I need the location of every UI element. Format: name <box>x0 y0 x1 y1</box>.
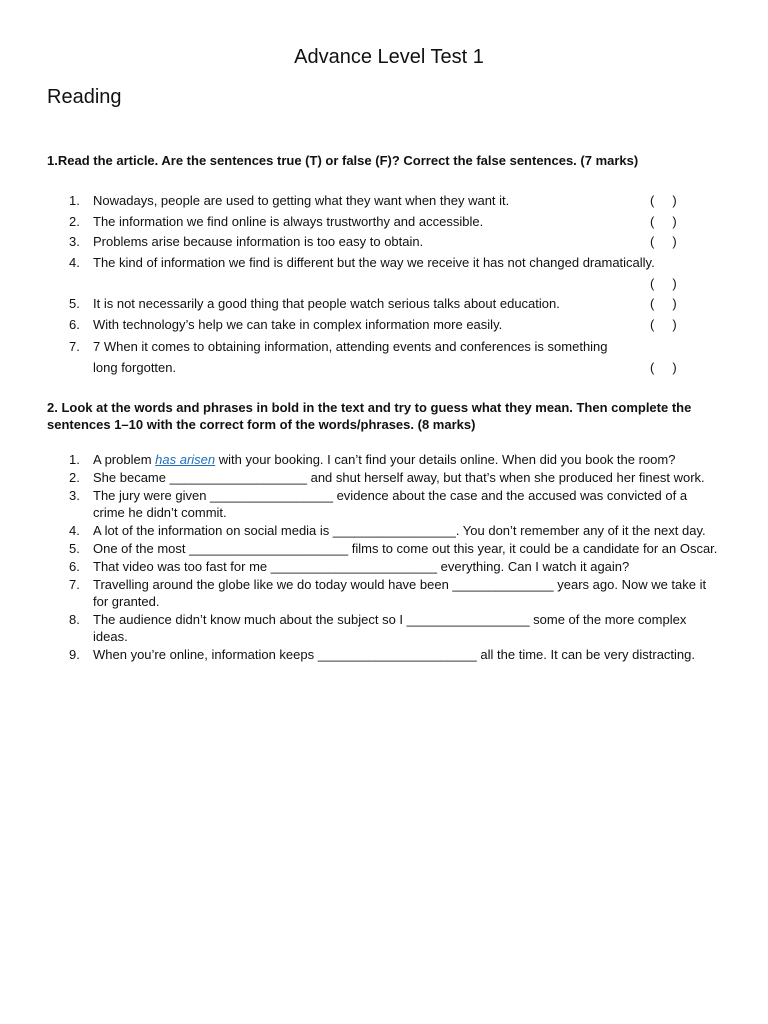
question-text: The kind of information we find is different but the way we receive it has not changed dramatically. <box>93 254 655 270</box>
list-item <box>0 558 768 575</box>
question-number: 3. <box>69 488 80 503</box>
list-item <box>0 611 768 645</box>
question-number: 3. <box>69 234 80 249</box>
question-number: 4. <box>69 523 80 538</box>
phrase-link[interactable]: has arisen <box>155 452 216 467</box>
question-number: 6. <box>69 559 80 574</box>
question-text: She became ___________________ and shut herself away, but that’s when she produced her finest work. <box>93 470 705 485</box>
question-text-start: A problem <box>93 452 156 467</box>
list-item <box>0 522 768 539</box>
list-item <box>0 540 768 557</box>
list-item <box>0 451 768 468</box>
question-text: One of the most ______________________ films to come out this year, it could be a candidate for an Oscar. <box>93 541 718 556</box>
list-item <box>0 336 768 378</box>
gap-fill-question-list <box>0 451 768 664</box>
question-number: 1. <box>69 193 80 208</box>
question-text: Nowadays, people are used to getting what they want when they want it. <box>93 193 510 208</box>
question-number: 2. <box>69 213 80 229</box>
question-number: 5. <box>69 296 80 311</box>
question-number: 1. <box>69 452 80 467</box>
question-text: A lot of the information on social media is _________________. You don’t remember any of it the next day. <box>93 523 706 538</box>
part2-instruction: 2. Look at the words and phrases in bold in the text and try to guess what they mean. Then complete the sentences 1–10 with the correct form of the words/phrases. (8 marks) <box>47 400 692 432</box>
part1-instruction: 1.Read the article. Are the sentences true (T) or false (F)? Correct the false sentences. (7 marks) <box>47 153 639 168</box>
question-text: The information we find online is always trustworthy and accessible. <box>93 213 484 229</box>
question-text: Travelling around the globe like we do today would have been ______________ years ago. Now we take it for granted. <box>93 577 707 609</box>
list-item <box>0 576 768 610</box>
question-text: 7 When it comes to obtaining information, attending events and conferences is something long forgotten. <box>93 339 608 375</box>
question-number: 8. <box>69 612 80 627</box>
list-item <box>0 254 768 292</box>
list-item <box>0 316 768 333</box>
question-text: Problems arise because information is too easy to obtain. <box>93 234 424 249</box>
question-text: It is not necessarily a good thing that people watch serious talks about education. <box>93 296 560 311</box>
true-false-question-list <box>0 192 768 382</box>
question-text-end: with your booking. I can’t find your details online. When did you book the room? <box>215 452 676 467</box>
answer-box[interactable]: ( ) <box>650 213 677 229</box>
question-number: 7. <box>69 339 80 354</box>
question-number: 4. <box>69 254 80 270</box>
question-text: With technology’s help we can take in complex information more easily. <box>93 316 503 332</box>
answer-box[interactable]: ( ) <box>650 193 677 208</box>
answer-box[interactable]: ( ) <box>650 296 677 311</box>
question-number: 5. <box>69 541 80 556</box>
list-item <box>0 646 768 663</box>
question-number: 2. <box>69 470 80 485</box>
question-number: 6. <box>69 316 80 332</box>
section-heading-reading: Reading <box>47 86 122 108</box>
answer-box[interactable]: ( ) <box>650 316 677 332</box>
question-text: When you’re online, information keeps ______________________ all the time. It can be very distracting. <box>93 647 695 662</box>
answer-box[interactable]: ( ) <box>650 360 677 375</box>
question-text: The audience didn’t know much about the subject so I _________________ some of the more complex ideas. <box>93 612 687 644</box>
question-text <box>93 451 722 468</box>
list-item <box>0 192 768 209</box>
document-title: Advance Level Test 1 <box>294 46 484 68</box>
list-item <box>0 295 768 312</box>
answer-box[interactable]: ( ) <box>650 275 677 291</box>
question-number: 9. <box>69 647 80 662</box>
question-text: The jury were given _________________ evidence about the case and the accused was convicted of a crime he didn’t commit. <box>93 488 688 520</box>
question-text: That video was too fast for me _______________________ everything. Can I watch it again? <box>93 559 630 574</box>
list-item <box>0 469 768 486</box>
answer-box[interactable]: ( ) <box>650 234 677 249</box>
question-number: 7. <box>69 577 80 592</box>
list-item <box>0 487 768 521</box>
list-item <box>0 213 768 230</box>
list-item <box>0 233 768 250</box>
